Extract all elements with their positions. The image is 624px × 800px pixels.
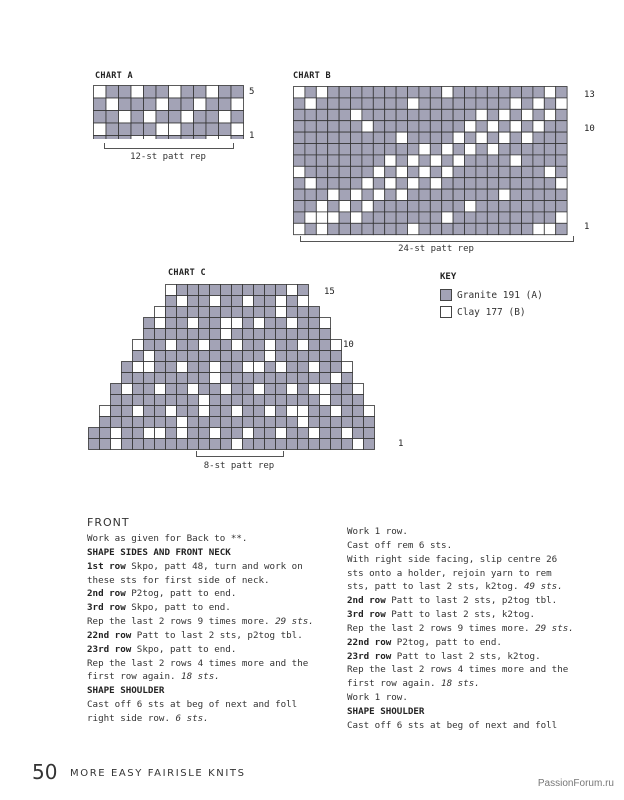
key-item-label: Granite 191 (A) [457,289,543,301]
text-line [347,608,574,622]
row-label: 23rd row [87,643,132,655]
row-label: 23rd row [347,650,392,662]
text-line: Work 1 row. [347,692,408,704]
subheading-shape-sides: SHAPE SIDES AND FRONT NECK [87,546,231,558]
clay-swatch [440,306,452,318]
chart-c-rep: 8-st patt rep [203,461,275,471]
chart-c-row-top: 15 [324,287,335,297]
row-text: P2tog, patt to end. [391,636,502,648]
row-label: 2nd row [347,595,386,607]
row-text: Patt to last 2 sts, p2tog tbl. [385,595,558,607]
text-line: sts onto a holder, rejoin yarn to rem [347,567,552,579]
text-line [347,622,574,636]
stitch-count: 29 sts. [535,622,574,634]
chart-c-grid [88,284,398,450]
row-text: Patt to last 2 sts, k2tog. [391,650,541,662]
text-line: Work as given for Back to **. [87,533,248,544]
text-line [87,601,314,615]
row-text: Rep the last 2 rows 9 times more. [347,622,536,634]
chart-c-row-bottom: 1 [398,439,404,449]
text-line: Cast off rem 6 sts. [347,539,453,551]
key-item-label: Clay 177 (B) [457,306,526,318]
row-label: 22nd row [87,629,132,641]
text-line: Cast off 6 sts at beg of next and foll [87,699,298,711]
text-line: Rep the last 2 rows 4 times more and the [87,657,309,669]
subheading-shape-shoulder: SHAPE SHOULDER [87,685,165,697]
text-line [347,650,574,664]
chart-c-rep-bracket [196,451,284,457]
row-text: Skpo, patt to end. [131,643,237,655]
text-line: these sts for first side of neck. [87,574,270,586]
key-item-clay [440,306,526,318]
stitch-count: 6 sts. [175,712,209,724]
chart-b-row-bottom: 1 [584,222,590,232]
text-line [87,587,314,601]
row-text: right side row. [87,712,176,724]
key-title: KEY [440,272,457,282]
row-text: Patt to last 2 sts, p2tog tbl. [131,629,303,641]
chart-a-row-top: 5 [249,87,255,97]
stitch-count: 18 sts. [181,671,220,683]
text-line: With right side facing, slip centre 26 [347,553,558,565]
text-line [347,677,574,691]
chart-b-grid [293,86,581,236]
row-text: Skpo, patt to end. [125,602,231,614]
row-text: first row again. [87,671,182,683]
row-label: 1st row [87,560,126,572]
stitch-count: 29 sts. [275,616,314,628]
text-line [87,560,314,574]
row-label: 3rd row [87,602,126,614]
text-line: Work 1 row. [347,526,408,537]
chart-a-row-bottom: 1 [249,131,255,141]
text-line [87,643,314,657]
stitch-count: 49 sts. [524,581,563,593]
chart-c-label: CHART C [168,268,206,278]
chart-a-rep-bracket [104,143,234,149]
book-title: MORE EASY FAIRISLE KNITS [70,768,246,779]
text-line [347,636,574,650]
pattern-column-right [347,525,574,733]
chart-a-grid [93,85,245,139]
text-line [87,712,314,726]
row-text: first row again. [347,678,442,690]
text-line [347,594,574,608]
page-number: 50 [32,760,58,784]
row-text: Skpo, patt 48, turn and work on [125,560,303,572]
stitch-count: 18 sts. [441,678,480,690]
chart-b-rep-bracket [300,236,574,242]
row-label: 22nd row [347,636,392,648]
chart-c-row-mid: 10 [343,340,354,350]
row-text: Patt to last 2 sts, k2tog. [385,609,536,621]
subheading-shape-shoulder: SHAPE SHOULDER [347,705,425,717]
chart-b-rep: 24-st patt rep [398,244,474,254]
text-line [87,670,314,684]
section-heading-front: FRONT [87,516,130,529]
row-text: P2tog, patt to end. [125,588,237,600]
chart-a-rep: 12-st patt rep [130,152,206,162]
chart-b-row-mid: 10 [584,124,595,134]
text-line [87,629,314,643]
row-label: 2nd row [87,588,126,600]
text-line: Rep the last 2 rows 4 times more and the [347,664,569,676]
row-text: Rep the last 2 rows 9 times more. [87,616,276,628]
granite-swatch [440,289,452,301]
watermark: PassionForum.ru [537,778,614,789]
chart-b-label: CHART B [293,71,331,81]
chart-b-row-top: 13 [584,90,595,100]
chart-a-label: CHART A [95,71,133,81]
pattern-column-left [87,516,314,726]
key-item-granite [440,289,543,301]
row-label: 3rd row [347,609,386,621]
row-text: sts, patt to last 2 sts, k2tog. [347,581,525,593]
text-line [87,615,314,629]
text-line [347,580,574,594]
text-line: Cast off 6 sts at beg of next and foll [347,719,558,731]
